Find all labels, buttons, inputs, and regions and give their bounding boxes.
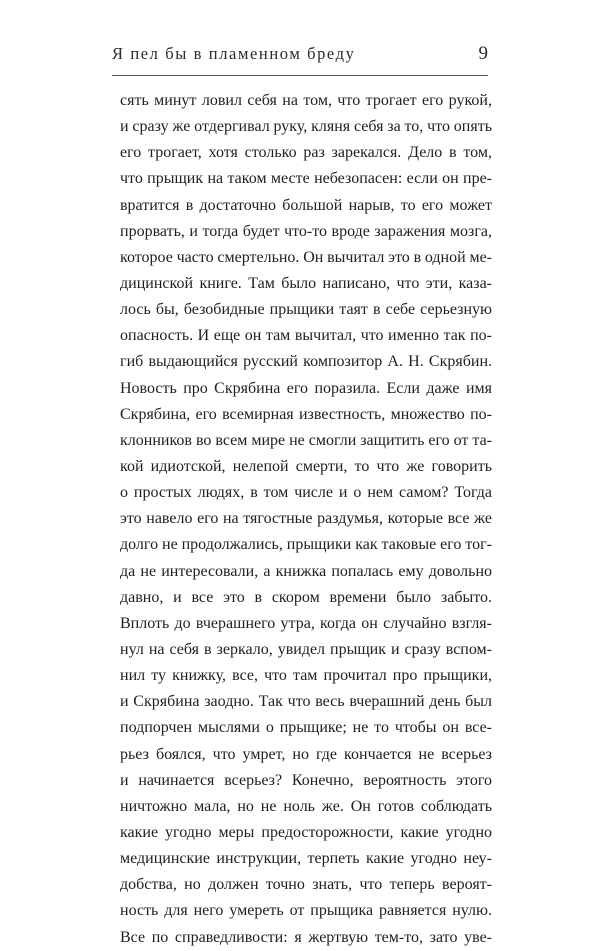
text-line: опасность. И еще он там вычитал, что именно так по- (120, 327, 492, 345)
text-line: сять минут ловил себя на том, что трогает его рукой, (120, 92, 492, 109)
text-line: добства, но должен точно знать, что теперь вероят- (120, 876, 492, 894)
text-line: какие угодно меры предосторожности, какие угодно (120, 823, 492, 841)
text-line: долго не продолжались, прыщики как таковые его тог- (120, 536, 492, 554)
text-line: лось бы, безобидные прыщики таят в себе серьезную (120, 301, 492, 319)
text-line: Все по справедливости: я жертвую тем-то, зато уве- (120, 928, 492, 946)
text-line: дицинской книге. Там было написано, что эти, каза- (120, 274, 492, 292)
text-line: о простых людях, в том числе и о нем самом? Тогда (120, 484, 492, 502)
text-line: прорвать, и тогда будет что-то вроде заражения мозга, (120, 222, 492, 240)
text-line: гиб выдающийся русский композитор А. Н. Скрябин. (120, 353, 492, 371)
text-line: вратится в достаточно большой нарыв, то его может (120, 196, 492, 214)
text-line: нул на себя в зеркало, увидел прыщик и сразу вспом- (120, 640, 492, 658)
running-head-title: Я пел бы в пламенном бреду (112, 44, 356, 63)
header-rule (112, 75, 488, 76)
text-line: его трогает, хотя столько раз зарекался. Дело в том, (120, 144, 492, 162)
text-line: Вплоть до вчерашнего утра, когда он случайно взгля- (120, 614, 492, 632)
text-line: кой идиотской, нелепой смерти, то что же говорить (120, 457, 492, 475)
text-line: и сразу же отдергивал руку, кляня себя за то, что опять (120, 118, 492, 136)
text-line: Новость про Скрябина его поразила. Если даже имя (120, 379, 492, 397)
text-line: это навело его на тягостные раздумья, которые все же (120, 510, 492, 528)
body-text (120, 88, 492, 951)
text-line: и начинается всерьез? Конечно, вероятность этого (120, 771, 492, 789)
text-line: медицинские инструкции, терпеть какие угодно неу- (120, 850, 492, 868)
text-line: которое часто смертельно. Он вычитал это в одной ме- (120, 248, 492, 266)
text-line: что прыщик на таком месте небезопасен: если он пре- (120, 170, 492, 188)
text-line: рьез боялся, что умрет, но где кончается не всерьез (120, 745, 492, 763)
page-number: 9 (478, 43, 488, 64)
text-line: Скрябина, его всемирная известность, множество по- (120, 405, 492, 423)
text-line: нил ту книжку, все, что там прочитал про прыщики, (120, 667, 492, 685)
text-line: ничтожно мала, но не ноль же. Он готов соблюдать (120, 797, 492, 815)
text-line: ность для него умереть от прыщика равняется нулю. (120, 902, 492, 920)
text-line: давно, и все это в скором времени было забыто. (120, 588, 492, 606)
text-line: клонников во всем мире не смогли защитить его от та- (120, 431, 492, 449)
text-line: и Скрябина заодно. Так что весь вчерашний день был (120, 693, 492, 711)
text-line: да не интересовали, а книжка попалась ему довольно (120, 562, 492, 580)
text-line: подпорчен мыслями о прыщике; не то чтобы он все- (120, 719, 492, 737)
